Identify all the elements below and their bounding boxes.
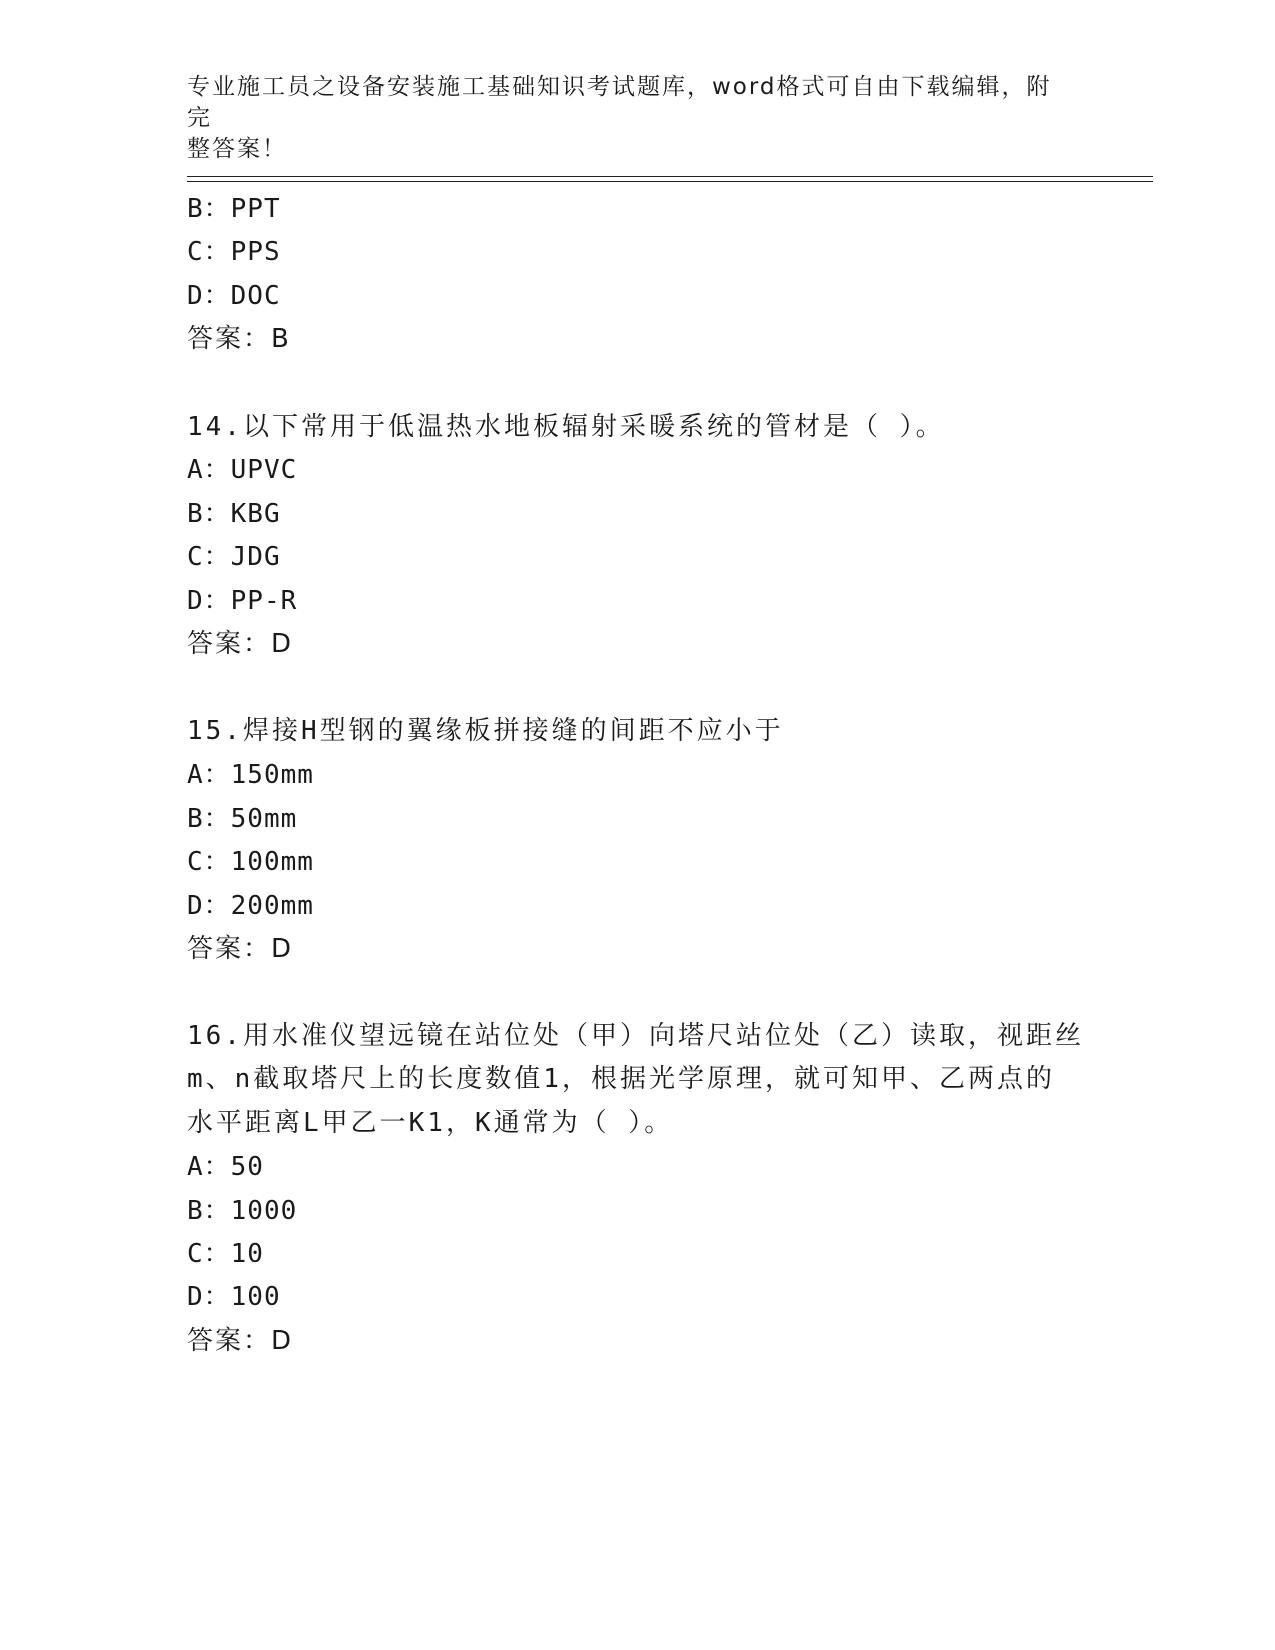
question-text-line-2: m、n截取塔尺上的长度数值1，根据光学原理，就可知甲、乙两点的 (187, 1064, 1055, 1094)
option-a: A：150mm (187, 760, 314, 790)
answer: 答案：D (187, 1326, 294, 1356)
question-text: 14.以下常用于低温热水地板辐射采暖系统的管材是（ ）。 (187, 412, 945, 442)
header-line-2: 整答案！ (187, 136, 287, 162)
option-a: A：UPVC (187, 455, 298, 485)
option-d: D：200mm (187, 891, 314, 921)
answer: 答案：D (187, 629, 294, 659)
option-b: B：50mm (187, 804, 298, 834)
option-d: D：DOC (187, 281, 281, 311)
option-c: C：PPS (187, 237, 281, 267)
option-d: D：PP-R (187, 586, 298, 616)
header-line-1: 专业施工员之设备安装施工基础知识考试题库，word格式可自由下载编辑，附完 (187, 74, 1052, 131)
header-divider-bottom (187, 181, 1153, 182)
header-divider-top (187, 176, 1153, 177)
option-c: C：10 (187, 1239, 264, 1269)
document-header (187, 72, 1067, 165)
answer: 答案：D (187, 934, 294, 964)
question-text-line-3: 水平距离L甲乙一K1，K通常为（ ）。 (187, 1108, 674, 1138)
option-b: B：PPT (187, 194, 281, 224)
option-b: B：1000 (187, 1196, 298, 1226)
answer: 答案：B (187, 324, 291, 354)
option-d: D：100 (187, 1282, 281, 1312)
option-c: C：100mm (187, 847, 314, 877)
option-b: B：KBG (187, 499, 281, 529)
option-a: A：50 (187, 1152, 264, 1182)
option-c: C：JDG (187, 542, 281, 572)
question-text: 15.焊接H型钢的翼缘板拼接缝的间距不应小于 (187, 716, 784, 746)
question-text-line-1: 16.用水准仪望远镜在站位处（甲）向塔尺站位处（乙）读取，视距丝 (187, 1021, 1084, 1051)
